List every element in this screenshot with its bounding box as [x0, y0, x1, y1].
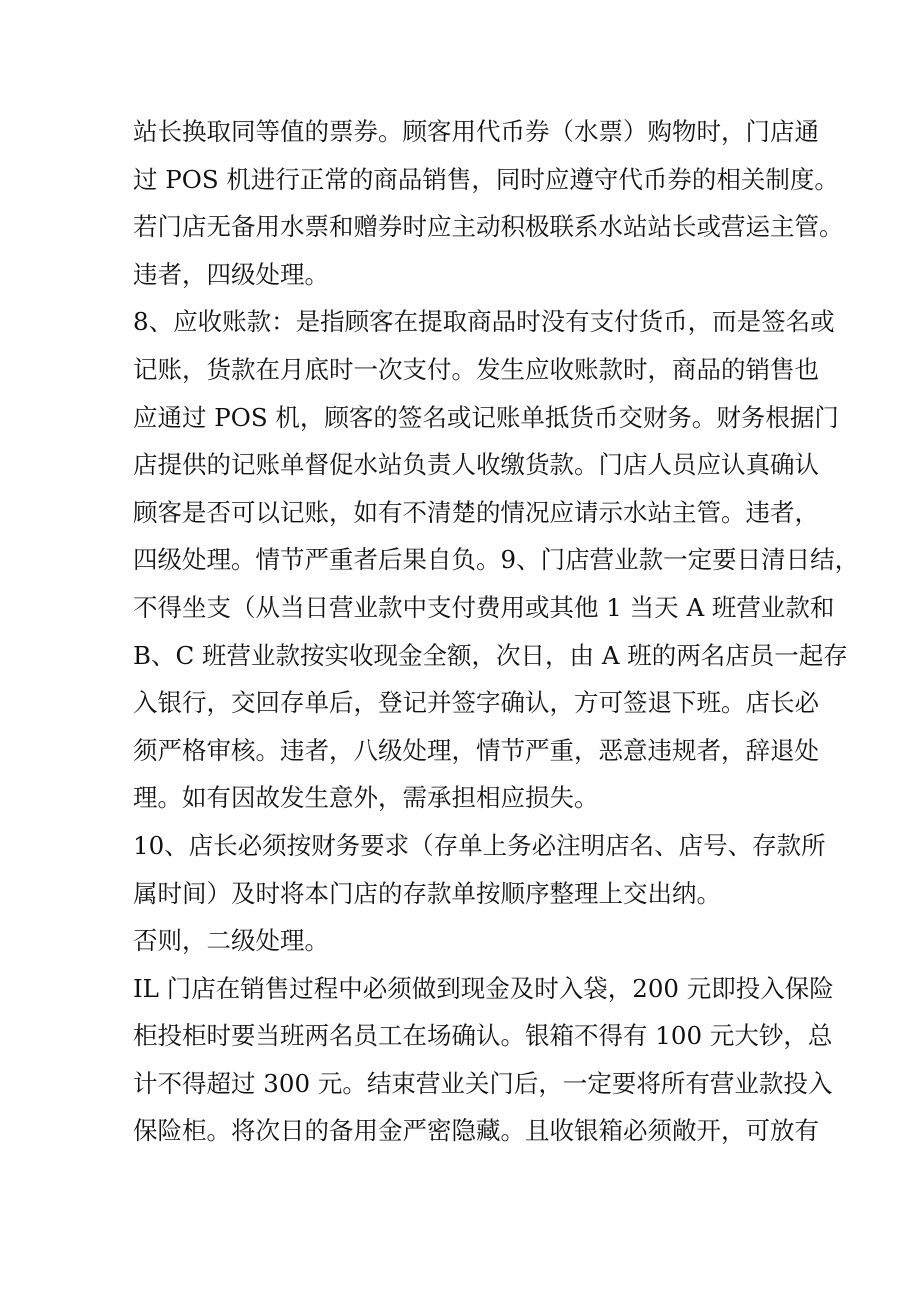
- text-line: 店提供的记账单督促水站负责人收缴货款。门店人员应认真确认: [133, 450, 819, 480]
- text-line: 站长换取同等值的票券。顾客用代币券（水票）购物时，门店通: [133, 117, 819, 146]
- text-line: 若门店无备用水票和赠券时应主动积极联系水站站长或营运主管。: [133, 212, 844, 242]
- text-line: 否则，二级处理。: [133, 926, 329, 956]
- text-line: 顾客是否可以记账，如有不清楚的情况应请示水站主管。违者，: [133, 497, 819, 527]
- text-line: B、C 班营业款按实收现金全额，次日，由 A 班的两名店员一起存: [133, 640, 848, 670]
- text-line: 保险柜。将次日的备用金严密隐藏。且收银箱必须敞开，可放有: [133, 1116, 819, 1146]
- text-line: 过 POS 机进行正常的商品销售，同时应遵守代币券的相关制度。: [133, 164, 839, 194]
- text-line: 四级处理。情节严重者后果自负。9、门店营业款一定要日清日结，: [133, 545, 860, 575]
- text-line: 须严格审核。违者，八级处理，情节严重，恶意违规者，辞退处: [133, 735, 819, 765]
- text-line: 违者，四级处理。: [133, 259, 329, 289]
- text-line: 柜投柜时要当班两名员工在场确认。银箱不得有 100 元大钞，总: [133, 1021, 833, 1051]
- text-line: 属时间）及时将本门店的存款单按顺序整理上交出纳。: [133, 878, 721, 908]
- text-line: 计不得超过 300 元。结束营业关门后，一定要将所有营业款投入: [133, 1068, 833, 1098]
- text-line: 不得坐支（从当日营业款中支付费用或其他 1 当天 A 班营业款和: [133, 592, 835, 622]
- text-line: 入银行，交回存单后，登记并签字确认，方可签退下班。店长必: [133, 688, 819, 718]
- text-line: 记账，货款在月底时一次支付。发生应收账款时，商品的销售也: [133, 354, 819, 384]
- text-line: 理。如有因故发生意外，需承担相应损失。: [133, 783, 599, 813]
- text-line: 应通过 POS 机，顾客的签名或记账单抵货币交财务。财务根据门: [133, 402, 839, 432]
- text-line: IL 门店在销售过程中必须做到现金及时入袋，200 元即投入保险: [133, 973, 834, 1003]
- text-line: 10、店长必须按财务要求（存单上务必注明店名、店号、存款所: [133, 830, 826, 860]
- text-line: 8、应收账款：是指顾客在提取商品时没有支付货币，而是签名或: [133, 307, 835, 337]
- document-body: [133, 108, 860, 1155]
